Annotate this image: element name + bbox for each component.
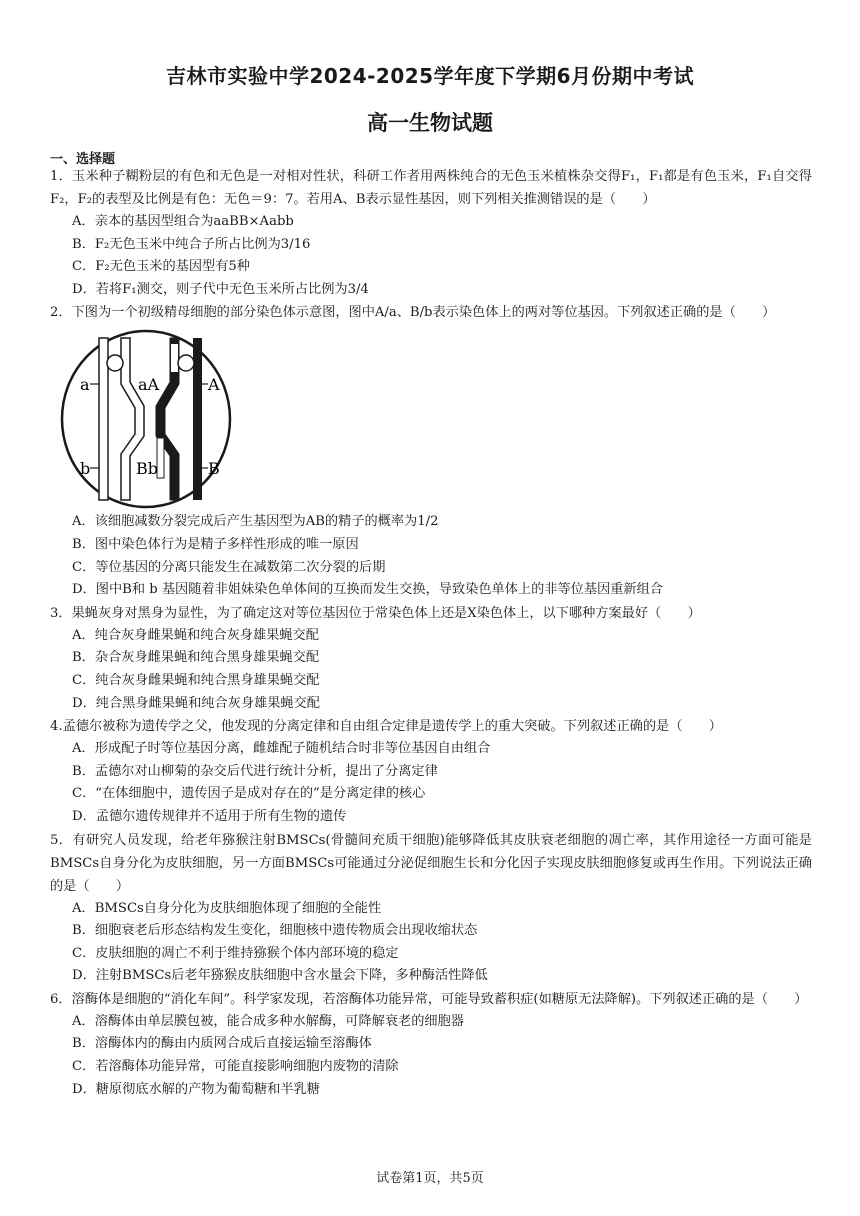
question-stem: 1．玉米种子糊粉层的有色和无色是一对相对性状，科研工作者用两株纯合的无色玉米植株杂交得F₁，F₁都是有色玉米，F₁自交得F₂，F₂的表型及比例是有色：无色＝9：7。若用A、B表示显性基因，则下列相关推测错误的是（ ）: [50, 169, 812, 207]
label-a: a: [80, 375, 90, 395]
option-d: D．纯合黑身雌果蝇和纯合灰身雄果蝇交配: [72, 695, 320, 711]
question-stem: 6．溶酶体是细胞的“消化车间”。科学家发现，若溶酶体功能异常，可能导致蓄积症(如糖原无法降解)。下列叙述正确的是（ ）: [50, 991, 808, 1007]
crossover-segment-lower: [157, 438, 164, 478]
option-a: A．纯合灰身雌果蝇和纯合灰身雄果蝇交配: [72, 627, 319, 643]
option-c: C．“在体细胞中，遗传因子是成对存在的”是分离定律的核心: [72, 786, 426, 802]
questions-list: [50, 165, 812, 1101]
page-footer: 试卷第1页，共5页: [376, 1171, 484, 1186]
option-b: B．细胞衰老后形态结构发生变化，细胞核中遗传物质会出现收缩状态: [72, 923, 478, 939]
option-b: B．F₂无色玉米中纯合子所占比例为3/16: [72, 236, 311, 252]
label-B: B: [208, 459, 220, 479]
option-c: C．等位基因的分离只能发生在减数第二次分裂的后期: [72, 559, 386, 575]
option-b: B．图中染色体行为是精子多样性形成的唯一原因: [72, 536, 359, 552]
exam-subtitle: 高一生物试题: [367, 111, 493, 135]
question-3: [50, 602, 812, 715]
exam-title: 吉林市实验中学2024-2025学年度下学期6月份期中考试: [165, 64, 695, 88]
question-6: [50, 988, 812, 1101]
question-4: [50, 715, 812, 828]
question-1: [50, 165, 812, 301]
question-2: [50, 301, 812, 601]
option-c: C．若溶酶体功能异常，可能直接影响细胞内废物的清除: [72, 1059, 399, 1075]
label-aA: aA: [138, 375, 160, 395]
option-a: A．BMSCs自身分化为皮肤细胞体现了细胞的全能性: [72, 900, 382, 916]
label-b: b: [80, 459, 91, 479]
chromosome-figure: [50, 326, 812, 511]
centromere-left: [107, 355, 123, 371]
option-c: C．皮肤细胞的凋亡不利于维持猕猴个体内部环境的稳定: [72, 945, 399, 961]
option-b: B．溶酶体内的酶由内质网合成后直接运输至溶酶体: [72, 1036, 372, 1052]
question-5: [50, 829, 812, 988]
question-stem: 5．有研究人员发现，给老年猕猴注射BMSCs(骨髓间充质干细胞)能够降低其皮肤衰老细胞的凋亡率，其作用途径一方面可能是BMSCs自身分化为皮肤细胞，另一方面BMSCs可能通过分泌促细胞生长和分化因子实现皮肤细胞修复或再生作用。下列说法正确的是（ ）: [50, 832, 812, 894]
option-d: D．图中B和 b 基因随着非姐妹染色单体间的互换而发生交换，导致染色单体上的非等位基因重新组合: [72, 582, 663, 598]
cell-outline: [62, 331, 230, 507]
centromere-right: [178, 355, 194, 371]
option-d: D．糖原彻底水解的产物为葡萄糖和半乳糖: [72, 1081, 320, 1097]
question-stem: 2．下图为一个初级精母细胞的部分染色体示意图，图中A/a、B/b表示染色体上的两对等位基因。下列叙述正确的是（ ）: [50, 305, 776, 321]
option-a: A．该细胞减数分裂完成后产生基因型为AB的精子的概率为1/2: [72, 514, 439, 530]
option-c: C．F₂无色玉米的基因型有5种: [72, 259, 250, 275]
crossover-segment: [171, 344, 178, 372]
label-Bb: Bb: [136, 459, 158, 479]
option-b: B．杂合灰身雌果蝇和纯合黑身雄果蝇交配: [72, 650, 320, 666]
section-heading: 一、选择题: [50, 152, 116, 167]
option-b: B．孟德尔对山柳菊的杂交后代进行统计分析，提出了分离定律: [72, 763, 438, 779]
question-stem: 3．果蝇灰身对黑身为显性，为了确定这对等位基因位于常染色体上还是X染色体上，以下哪种方案最好（ ）: [50, 605, 701, 621]
chromosome-diagram: [58, 326, 238, 511]
question-stem: 4.孟德尔被称为遗传学之父，他发现的分离定律和自由组合定律是遗传学上的重大突破。下列叙述正确的是（ ）: [50, 719, 722, 735]
option-d: D．若将F₁测交，则子代中无色玉米所占比例为3/4: [72, 281, 369, 297]
label-A: A: [208, 375, 220, 395]
option-a: A．溶酶体由单层膜包被，能合成多种水解酶，可降解衰老的细胞器: [72, 1013, 464, 1029]
option-a: A．亲本的基因型组合为aaBB×Aabb: [72, 214, 294, 229]
option-a: A．形成配子时等位基因分离，雌雄配子随机结合时非等位基因自由组合: [72, 741, 491, 757]
option-c: C．纯合灰身雌果蝇和纯合黑身雄果蝇交配: [72, 672, 320, 688]
option-d: D．注射BMSCs后老年猕猴皮肤细胞中含水量会下降，多种酶活性降低: [72, 968, 488, 984]
option-d: D．孟德尔遗传规律并不适用于所有生物的遗传: [72, 808, 347, 824]
